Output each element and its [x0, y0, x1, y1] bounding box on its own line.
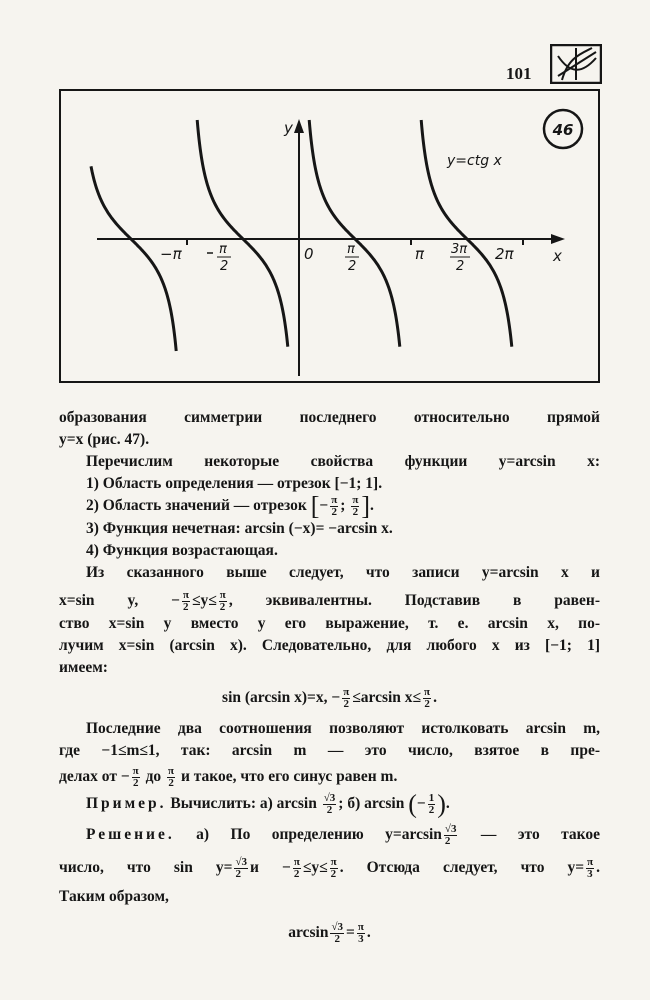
tick-label-minus-pi: −π [160, 245, 182, 263]
text-line: 1) Область определения — отрезок [−1; 1]. [86, 475, 383, 492]
bracket: ] [361, 491, 371, 521]
text-span: ≤y≤ [302, 859, 328, 877]
paren: ( [408, 789, 417, 819]
tick-label-minus-pi-over-2-den: 2 [220, 259, 229, 274]
text-span: эквивалентны. Подставив в равен- [265, 592, 600, 610]
text-line: лучим x=sin (arcsin x). Следовательно, для любого x из [−1; 1] [59, 637, 600, 654]
paren: ) [437, 789, 446, 819]
equivalence-line [59, 590, 600, 613]
fraction: $\frac{\pi}{2}$ [330, 856, 337, 880]
property-range-line [59, 491, 600, 521]
fraction: $\frac{√3}{2}$ [323, 792, 336, 816]
text-span: x=sin y, [59, 592, 139, 610]
text-line: 3) Функция нечетная: arcsin (−x)= −arcsin x. [86, 520, 393, 537]
text-span: arcsin [288, 924, 329, 942]
text-span: число, что sin y= [59, 859, 233, 877]
text-span: 2) Область значений — отрезок [86, 497, 307, 515]
text-span: ; б) arcsin [338, 795, 405, 813]
tick-label-three-pi-over-2-den: 2 [456, 259, 465, 274]
y-axis-arrow [294, 119, 304, 133]
fraction: $\frac{\pi}{2}$ [293, 856, 300, 880]
x-axis-arrow [551, 234, 565, 244]
solution-line [59, 824, 600, 847]
fraction: $\frac{\pi}{2}$ [424, 686, 431, 710]
y-axis-label: y [284, 119, 293, 137]
fraction: $\frac{\pi}{2}$ [219, 589, 226, 613]
fraction: $\frac{1}{2}$ [428, 792, 435, 816]
text-span: − [171, 592, 180, 610]
x-axis-label: x [553, 247, 562, 265]
text-span: . Отсюда следует, что y= [339, 859, 585, 877]
fraction: $\frac{\pi}{2}$ [331, 494, 338, 518]
tick-label-pi-over-2-num: π [347, 242, 355, 257]
text-span: и [250, 859, 259, 877]
text-line: Последние два соотношения позволяют истолковать arcsin m, [86, 720, 600, 737]
example-line [59, 789, 600, 819]
text-span: . [433, 689, 437, 707]
text-span: . [596, 859, 601, 877]
fraction: $\frac{\pi}{2}$ [343, 686, 350, 710]
formula-arcsin [59, 687, 600, 710]
cotangent-graph-figure [59, 89, 600, 383]
figure-badge-number: 46 [552, 121, 574, 139]
text-span: . [445, 795, 450, 813]
tick-label-pi-over-2-den: 2 [348, 259, 357, 274]
solution-label: Решение. [86, 826, 175, 844]
text-span: а) По определению y=arcsin [196, 826, 442, 844]
text-line: Таким образом, [59, 888, 169, 905]
cotangent-branch [197, 120, 288, 347]
text-span: . [366, 924, 371, 942]
text-line: ство x=sin y вместо y его выражение, т. е. arcsin x, по- [59, 615, 600, 632]
fraction: $\frac{\pi}{2}$ [183, 589, 190, 613]
bounds-line [59, 766, 600, 789]
solution-line-2 [59, 857, 600, 880]
example-label: Пример. [86, 795, 167, 813]
text-span: Вычислить: а) arcsin [170, 795, 317, 813]
text-span: − [331, 689, 341, 707]
fraction: $\frac{√3}{2}$ [331, 921, 343, 945]
page-number: 101 [506, 64, 532, 83]
tick-label-three-pi-over-2-num: 3π [451, 242, 468, 257]
tick-label-minus-pi-over-2-num: π [219, 242, 227, 257]
origin-label: 0 [304, 245, 314, 263]
tick-label-two-pi: 2π [495, 245, 514, 263]
text-span: − [282, 859, 291, 877]
text-span: — это такое [480, 826, 601, 844]
text-span: делах от [59, 768, 117, 786]
tick-label-pi: π [415, 245, 425, 263]
text-span: sin (arcsin x)=x, [222, 689, 328, 707]
text-span: ≤arcsin x≤ [352, 689, 422, 707]
text-span: − [416, 795, 426, 813]
text-line: Из сказанного выше следует, что записи y=arcsin x и [86, 564, 600, 581]
text-line: y=x (рис. 47). [59, 431, 150, 448]
fraction: $\frac{\pi}{2}$ [352, 494, 359, 518]
cotangent-branch [309, 120, 400, 347]
text-span: до [145, 768, 162, 786]
text-span: , [228, 592, 233, 610]
text-line: образования симметрии последнего относительно прямой [59, 409, 600, 426]
graph-logo-icon [550, 44, 602, 84]
text-span: − [319, 497, 329, 515]
function-label: y=ctg x [447, 153, 502, 169]
text-line: Перечислим некоторые свойства функции y=arcsin x: [86, 453, 600, 470]
text-line: имеем: [59, 659, 108, 676]
formula-result [59, 922, 600, 945]
fraction: $\frac{\pi}{3}$ [587, 856, 594, 880]
fraction: $\frac{\pi}{2}$ [132, 765, 139, 789]
text-block [59, 407, 600, 945]
fraction: $\frac{√3}{2}$ [235, 856, 248, 880]
text-span: ; [340, 497, 350, 515]
bracket: [ [310, 491, 320, 521]
fraction: $\frac{\pi}{3}$ [357, 921, 364, 945]
text-span: = [346, 924, 355, 942]
text-span: − [120, 768, 130, 786]
text-line: 4) Функция возрастающая. [86, 542, 278, 559]
fraction: $\frac{√3}{2}$ [444, 823, 457, 847]
text-span: . [370, 497, 374, 515]
text-line: где −1≤m≤1, так: arcsin m — это число, взятое в пре- [59, 742, 600, 759]
text-span: ≤y≤ [192, 592, 217, 610]
text-span: и такое, что его синус равен m. [180, 768, 398, 786]
fraction: $\frac{\pi}{2}$ [168, 765, 175, 789]
